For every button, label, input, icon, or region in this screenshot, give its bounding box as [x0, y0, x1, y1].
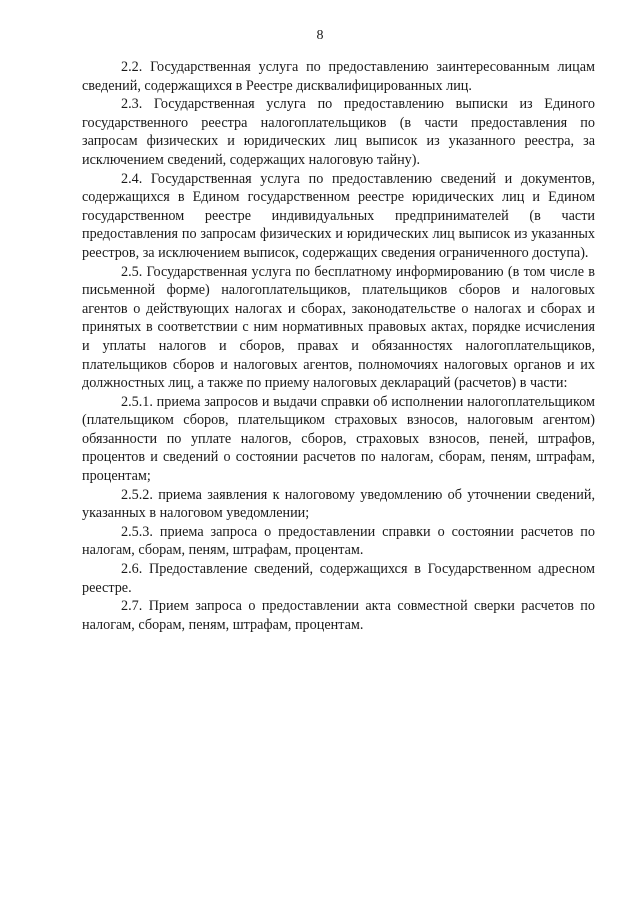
paragraph-2-4: 2.4. Государственная услуга по предоставлению сведений и документов, содержащихся в Едином государственном реестре юридических лиц и Едином государственном реестре индивидуальных предпринимателей (в части предоставления по запросам физических и юридических лиц выписок из указанных реестров, за исключением выписок, содержащих сведения ограниченного доступа).	[82, 170, 595, 261]
paragraph-2-2: 2.2. Государственная услуга по предоставлению заинтересованным лицам сведений, содержащихся в Реестре дисквалифицированных лиц.	[82, 59, 595, 94]
paragraph-2-5-2: 2.5.2. приема заявления к налоговому уведомлению об уточнении сведений, указанных в налоговом уведомлении;	[82, 486, 595, 522]
paragraph-2-5-3: 2.5.3. приема запроса о предоставлении справки о состоянии расчетов по налогам, сборам, пеням, штрафам, процентам.	[82, 523, 595, 559]
paragraph-2-3: 2.3. Государственная услуга по предоставлению выписки из Единого государственного реестра налогоплательщиков (в части предоставления по запросам физических и юридических лиц выписок из указанного реестра, за исключением сведений, содержащих налоговую тайну).	[82, 96, 595, 168]
paragraph-2-5: 2.5. Государственная услуга по бесплатному информированию (в том числе в письменной форме) налогоплательщиков, плательщиков сборов и налоговых агентов о действующих налогах и сборах, законодательстве о налогах и сборах и принятых в соответствии с ним нормативных правовых актах, порядке исчисления и уплаты налогов и сборов, правах и обязанностях налогоплательщиков, плательщиков сборов и налоговых агентов, полномочиях налоговых органов и их должностных лиц, а также по приему налоговых деклараций (расчетов) в части:	[82, 263, 595, 392]
paragraph-2-5-1: 2.5.1. приема запросов и выдачи справки об исполнении налогоплательщиком (плательщиком сборов, плательщиком страховых взносов, налоговым агентом) обязанности по уплате налогов, сборов, страховых взносов, пеней, штрафов, процентов и сведений о состоянии расчетов по налогам, сборам, пеням, штрафам, процентам;	[82, 393, 595, 485]
document-body	[82, 58, 595, 634]
paragraph-2-6: 2.6. Предоставление сведений, содержащихся в Государственном адресном реестре.	[82, 561, 595, 596]
page-number: 8	[316, 28, 324, 43]
paragraph-2-7: 2.7. Прием запроса о предоставлении акта совместной сверки расчетов по налогам, сборам, пеням, штрафам, процентам.	[82, 598, 595, 633]
